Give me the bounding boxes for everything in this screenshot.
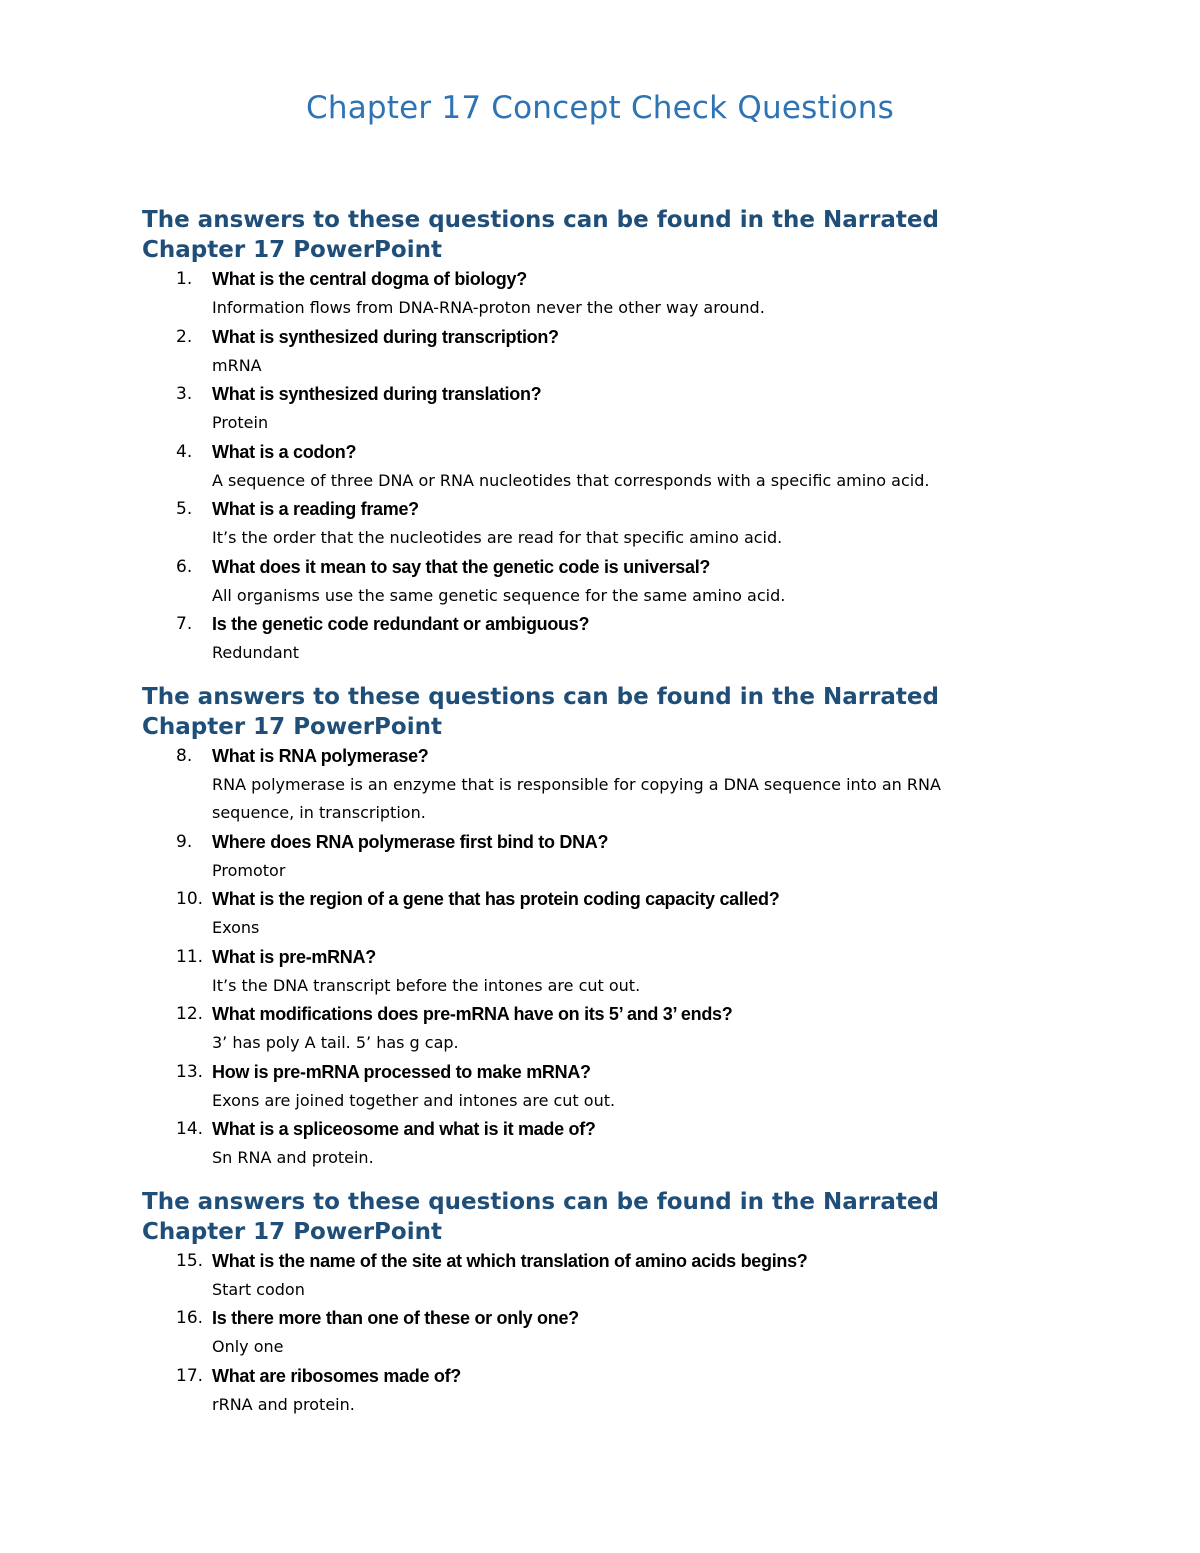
answer-text: Redundant <box>212 643 300 662</box>
answer-text: It’s the order that the nucleotides are read for that specific amino acid. <box>212 528 783 547</box>
question-item <box>142 828 1062 886</box>
question-number: 16. <box>176 1308 204 1328</box>
question-number: 3. <box>176 384 193 404</box>
answer-text: Exons <box>212 918 260 937</box>
question-section-2 <box>142 682 1062 1173</box>
question-number: 2. <box>176 326 193 347</box>
question-section-3 <box>142 1187 1062 1420</box>
question-text: What is a reading frame? <box>212 499 419 519</box>
question-text: Is there more than one of these or only one? <box>212 1308 579 1328</box>
question-text: What is the region of a gene that has protein coding capacity called? <box>212 889 780 909</box>
question-text: What is pre-mRNA? <box>212 946 376 967</box>
question-number: 17. <box>176 1365 204 1386</box>
question-number: 14. <box>176 1119 204 1139</box>
answer-text: Only one <box>212 1337 284 1356</box>
page-title: Chapter 17 Concept Check Questions <box>306 90 894 126</box>
question-text: How is pre-mRNA processed to make mRNA? <box>212 1061 591 1082</box>
question-number: 6. <box>176 556 193 577</box>
answer-text: Protein <box>212 413 269 432</box>
answer-text: rRNA and protein. <box>212 1394 355 1414</box>
question-item <box>142 438 1062 496</box>
question-item <box>142 742 1062 828</box>
answer-text: A sequence of three DNA or RNA nucleotides that corresponds with a specific amino acid. <box>212 470 930 490</box>
question-item <box>142 553 1062 611</box>
question-item <box>142 1304 1062 1362</box>
question-item <box>142 1362 1062 1420</box>
question-number: 12. <box>176 1004 204 1024</box>
question-item <box>142 610 1062 668</box>
section-heading: The answers to these questions can be found in the Narrated Chapter 17 PowerPoint <box>142 683 939 740</box>
question-item <box>142 1247 1062 1305</box>
question-item <box>142 1000 1062 1058</box>
question-number: 1. <box>176 269 193 289</box>
question-text: What are ribosomes made of? <box>212 1365 461 1386</box>
question-number: 4. <box>176 441 193 462</box>
answer-text: Information flows from DNA-RNA-proton never the other way around. <box>212 298 765 317</box>
question-item <box>142 1115 1062 1173</box>
question-number: 10. <box>176 889 204 909</box>
answer-text: Start codon <box>212 1279 305 1299</box>
answer-text: Sn RNA and protein. <box>212 1148 374 1167</box>
question-number: 8. <box>176 745 193 766</box>
answer-text: Exons are joined together and intones are cut out. <box>212 1090 616 1110</box>
answer-text: Promotor <box>212 860 286 880</box>
question-text: What is RNA polymerase? <box>212 745 429 766</box>
question-number: 9. <box>176 831 193 852</box>
question-list <box>142 265 1062 668</box>
answer-text: All organisms use the same genetic sequence for the same amino acid. <box>212 585 786 605</box>
question-text: Where does RNA polymerase first bind to DNA? <box>212 831 609 852</box>
question-text: What is synthesized during translation? <box>212 384 542 404</box>
answer-text: mRNA <box>212 355 262 375</box>
question-item <box>142 943 1062 1001</box>
answer-text: It’s the DNA transcript before the intones are cut out. <box>212 975 641 995</box>
document-body <box>142 205 1062 1433</box>
question-item <box>142 1058 1062 1116</box>
question-section-1 <box>142 205 1062 668</box>
question-text: What is the central dogma of biology? <box>212 269 527 289</box>
question-item <box>142 885 1062 943</box>
question-item <box>142 495 1062 553</box>
answer-text: 3’ has poly A tail. 5’ has g cap. <box>212 1033 459 1052</box>
question-item <box>142 265 1062 323</box>
question-item <box>142 380 1062 438</box>
question-list <box>142 742 1062 1173</box>
question-text: What is a spliceosome and what is it made of? <box>212 1119 596 1139</box>
question-text: Is the genetic code redundant or ambiguous? <box>212 614 590 634</box>
question-number: 5. <box>176 499 193 519</box>
question-list <box>142 1247 1062 1420</box>
question-item <box>142 323 1062 381</box>
answer-text: RNA polymerase is an enzyme that is responsible for copying a DNA sequence into an RNA sequence, in transcription. <box>212 774 941 822</box>
question-text: What is synthesized during transcription? <box>212 326 559 347</box>
question-number: 13. <box>176 1061 204 1082</box>
question-text: What is a codon? <box>212 441 357 462</box>
question-text: What is the name of the site at which translation of amino acids begins? <box>212 1250 808 1271</box>
question-number: 15. <box>176 1250 204 1271</box>
question-text: What modifications does pre-mRNA have on its 5’ and 3’ ends? <box>212 1004 733 1024</box>
question-text: What does it mean to say that the genetic code is universal? <box>212 556 711 577</box>
question-number: 11. <box>176 946 204 967</box>
section-heading: The answers to these questions can be found in the Narrated Chapter 17 PowerPoint <box>142 207 939 263</box>
question-number: 7. <box>176 614 193 634</box>
section-heading: The answers to these questions can be found in the Narrated Chapter 17 PowerPoint <box>142 1188 939 1245</box>
